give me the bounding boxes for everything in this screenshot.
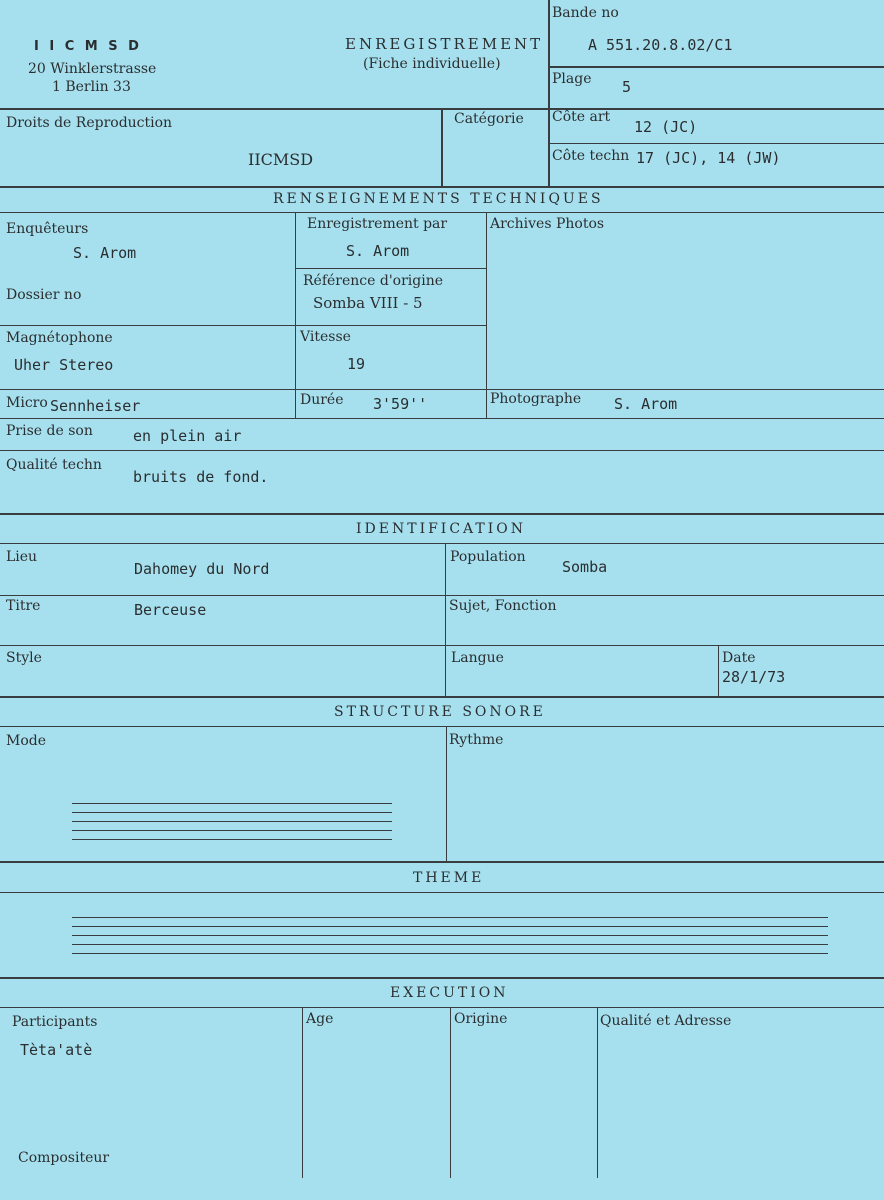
lieu-label: Lieu xyxy=(6,549,38,565)
card-subtitle: (Fiche individuelle) xyxy=(363,56,501,72)
reference-value: Somba VIII - 5 xyxy=(313,294,423,312)
card-title: ENREGISTREMENT xyxy=(345,35,544,53)
identification-section-title: IDENTIFICATION xyxy=(356,521,526,537)
mode-staff-line xyxy=(72,803,392,804)
plage-value: 5 xyxy=(622,78,632,96)
theme-staff-line xyxy=(72,935,828,936)
duree-value: 3'59'' xyxy=(373,395,428,413)
theme-staff-line xyxy=(72,917,828,918)
sujet-fonction-label: Sujet, Fonction xyxy=(449,598,557,614)
cote-techn-label: Côte techn xyxy=(552,148,630,164)
rule xyxy=(0,513,884,515)
theme-section-title: THEME xyxy=(413,870,485,886)
org-name: I I C M S D xyxy=(34,39,142,54)
age-label: Age xyxy=(306,1011,334,1027)
rule xyxy=(0,977,884,979)
dossier-label: Dossier no xyxy=(6,287,82,303)
langue-label: Langue xyxy=(451,650,504,666)
technical-section-title: RENSEIGNEMENTS TECHNIQUES xyxy=(273,191,604,207)
rule xyxy=(445,544,446,696)
rule xyxy=(0,861,884,863)
rule xyxy=(450,1008,451,1178)
plage-label: Plage xyxy=(552,71,592,87)
address-line-2: 1 Berlin 33 xyxy=(52,79,131,95)
micro-label: Micro xyxy=(6,395,48,411)
photographe-label: Photographe xyxy=(490,391,582,407)
qualite-techn-label: Qualité techn xyxy=(6,457,102,473)
magnetophone-value: Uher Stereo xyxy=(14,356,114,374)
qualite-adresse-label: Qualité et Adresse xyxy=(600,1013,732,1029)
execution-section-title: EXECUTION xyxy=(390,985,509,1001)
bande-value: A 551.20.8.02/C1 xyxy=(588,36,733,54)
prise-de-son-label: Prise de son xyxy=(6,423,93,439)
rule xyxy=(295,213,296,418)
style-label: Style xyxy=(6,650,42,666)
cote-art-label: Côte art xyxy=(552,109,611,125)
categorie-label: Catégorie xyxy=(454,111,524,127)
rule xyxy=(597,1008,598,1178)
droits-value: IICMSD xyxy=(248,150,314,169)
rule xyxy=(718,646,719,696)
rule xyxy=(0,543,884,544)
mode-staff-line xyxy=(72,812,392,813)
vitesse-value: 19 xyxy=(347,355,366,373)
rule xyxy=(0,212,884,213)
mode-staff-line xyxy=(72,821,392,822)
address-line-1: 20 Winklerstrasse xyxy=(28,61,157,77)
rule xyxy=(441,110,443,186)
rule xyxy=(0,1007,884,1008)
titre-label: Titre xyxy=(6,598,41,614)
mode-staff-line xyxy=(72,830,392,831)
rule xyxy=(0,325,486,326)
origine-label: Origine xyxy=(454,1011,508,1027)
mode-staff-line xyxy=(72,839,392,840)
rule xyxy=(550,143,884,144)
rule xyxy=(0,726,884,727)
compositeur-label: Compositeur xyxy=(18,1150,110,1166)
micro-value: Sennheiser xyxy=(50,397,141,415)
rule xyxy=(0,645,884,646)
theme-staff-line xyxy=(72,953,828,954)
rule xyxy=(0,389,884,390)
rule xyxy=(548,66,884,68)
population-label: Population xyxy=(450,549,526,565)
droits-label: Droits de Reproduction xyxy=(6,115,173,131)
rule xyxy=(0,595,884,596)
participants-value: Tèta'atè xyxy=(20,1041,93,1059)
rule xyxy=(302,1008,303,1178)
rule xyxy=(0,186,884,188)
rule xyxy=(0,450,884,451)
structure-section-title: STRUCTURE SONORE xyxy=(334,704,546,720)
rule xyxy=(486,213,487,418)
theme-staff-line xyxy=(72,926,828,927)
mode-label: Mode xyxy=(6,733,47,749)
rythme-label: Rythme xyxy=(449,732,504,748)
rule xyxy=(0,892,884,893)
rule xyxy=(296,268,486,269)
bande-label: Bande no xyxy=(552,5,619,21)
photographe-value: S. Arom xyxy=(614,395,678,413)
vitesse-label: Vitesse xyxy=(300,329,351,345)
cote-art-value: 12 (JC) xyxy=(634,118,698,136)
prise-de-son-value: en plein air xyxy=(133,427,242,445)
enqueteurs-value: S. Arom xyxy=(73,244,137,262)
duree-label: Durée xyxy=(300,392,344,408)
cote-techn-value: 17 (JC), 14 (JW) xyxy=(636,149,781,167)
lieu-value: Dahomey du Nord xyxy=(134,560,270,578)
titre-value: Berceuse xyxy=(134,601,207,619)
date-label: Date xyxy=(722,650,756,666)
rule xyxy=(446,727,447,861)
rule xyxy=(548,0,550,186)
reference-label: Référence d'origine xyxy=(303,273,444,289)
enregistrement-par-label: Enregistrement par xyxy=(307,216,448,232)
participants-label: Participants xyxy=(12,1014,98,1030)
rule xyxy=(0,418,884,419)
enqueteurs-label: Enquêteurs xyxy=(6,221,89,237)
theme-staff-line xyxy=(72,944,828,945)
population-value: Somba xyxy=(562,558,608,576)
qualite-techn-value: bruits de fond. xyxy=(133,468,269,486)
rule xyxy=(0,696,884,698)
magnetophone-label: Magnétophone xyxy=(6,330,113,346)
archives-photos-label: Archives Photos xyxy=(490,216,605,232)
enregistrement-par-value: S. Arom xyxy=(346,242,410,260)
date-value: 28/1/73 xyxy=(722,668,786,686)
